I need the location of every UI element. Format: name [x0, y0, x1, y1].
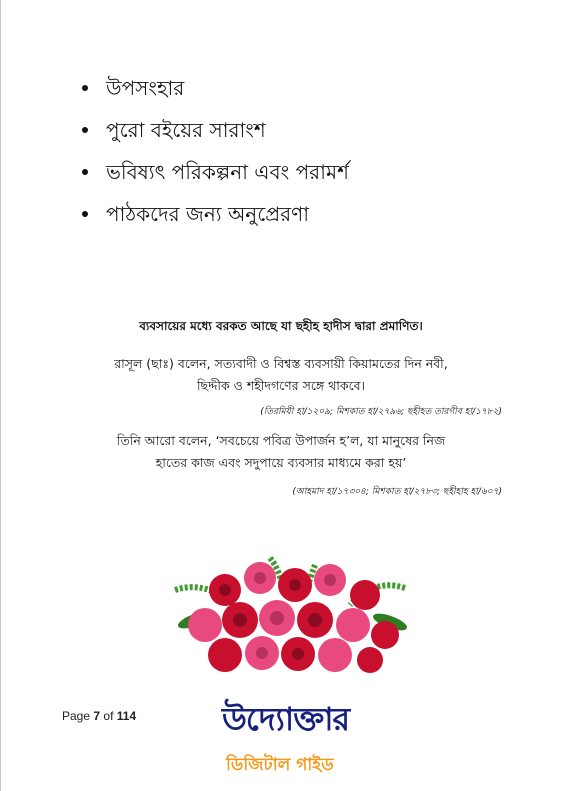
page-current: 7 [93, 709, 101, 723]
hadith-2-line-1: তিনি আরো বলেন, ‘সবচেয়ে পবিত্র উপার্জন হ’ল, যা মানুষের নিজ [116, 433, 446, 448]
bullet-item [80, 196, 349, 238]
rose-bouquet-image [165, 550, 415, 680]
page-number [62, 709, 136, 723]
bullet-text: উপসংহার [106, 76, 185, 100]
bullet-item [80, 70, 349, 112]
bullet-dot-icon [82, 85, 88, 91]
quote-heading: ব্যবসায়ের মধ্যে বরকত আছে যা ছহীহ হাদীস দ্বারা প্রমাণিত। [139, 319, 423, 333]
bullet-text: পাঠকদের জন্য অনুপ্রেরণা [106, 202, 310, 226]
page-total: 114 [116, 709, 137, 723]
bullet-text: পুরো বইয়ের সারাংশ [106, 118, 266, 142]
hadith-1-line-2: ছিদ্দীক ও শহীদগণের সঙ্গে থাকবে। [196, 378, 366, 393]
hadith-2-line-2: হাতের কাজ এবং সদুপায়ে ব্যবসার মাধ্যমে করা হয়’ [155, 455, 407, 470]
bullet-text: ভবিষ্যৎ পরিকল্পনা এবং পরামর্শ [106, 160, 349, 184]
logo-title: উদ্যোক্তার [222, 700, 350, 738]
bullet-item [80, 154, 349, 196]
bullet-dot-icon [82, 169, 88, 175]
bullet-dot-icon [82, 127, 88, 133]
roses [188, 562, 399, 673]
hadith-1-line-1: রাসূল (ছাঃ) বলেন, সত্যবাদী ও বিশ্বস্ত ব্যবসায়ী কিয়ামতের দিন নবী, [114, 356, 448, 371]
bullet-list [80, 70, 349, 238]
bullet-item [80, 112, 349, 154]
hadith-1-reference: (তিরমিযী হা/১২০৯; মিশকাত হা/২৭৯৬; ছহীহত তারগীব হা/১৭৮২) [260, 407, 502, 417]
page-of: of [103, 709, 114, 723]
hadith-quote-1 [40, 353, 522, 397]
page-prefix: Page [62, 709, 91, 723]
bullet-dot-icon [82, 211, 88, 217]
hadith-2-reference: (আহমাদ হা/১৭৩০৪; মিশকাত হা/২৭৮৩; ছহীহাহ হা/৬০৭) [292, 487, 502, 497]
page-edge [0, 0, 1, 791]
hadith-quote-2 [40, 430, 522, 474]
logo-subtitle: ডিজিটাল গাইড [226, 755, 334, 775]
